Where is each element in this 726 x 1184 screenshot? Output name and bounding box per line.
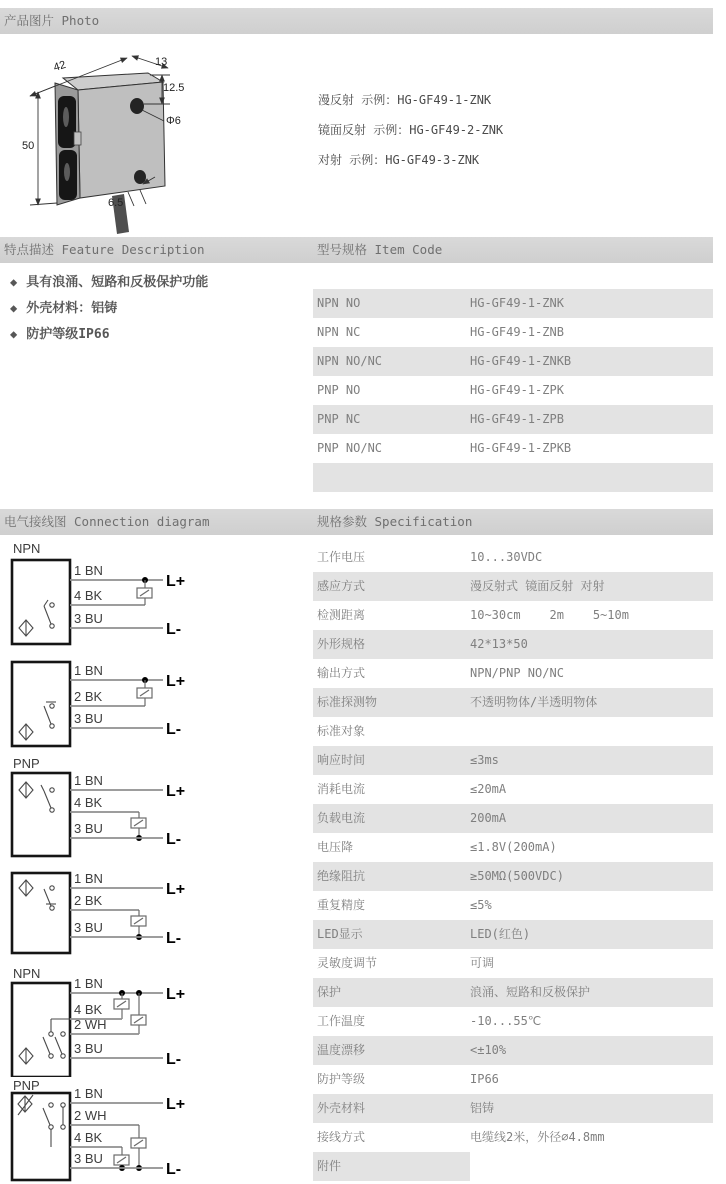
dim-hole-offset: 12.5 — [163, 82, 185, 94]
dim-height: 50 — [22, 140, 35, 152]
wire-label: 2 BK — [74, 689, 103, 704]
wire-label: 4 BK — [74, 1002, 103, 1017]
terminal-lminus: L- — [166, 721, 182, 738]
spec-row: 输出方式 NPN/PNP NO/NC — [317, 666, 564, 680]
diagram-type-label: PNP — [13, 1078, 40, 1093]
mounting-hole-bottom — [134, 170, 146, 184]
feature-section-title: 特点描述 Feature Description — [4, 242, 205, 257]
connection-spec-header — [0, 509, 713, 535]
itemcode-section-title: 型号规格 Item Code — [317, 242, 443, 257]
feature-item: ◆ 防护等级IP66 — [10, 327, 110, 342]
spec-table — [313, 543, 713, 1181]
feature-list — [10, 269, 208, 347]
dim-hole-dia: Φ6 — [166, 115, 181, 127]
wire-label: 1 BN — [74, 773, 103, 788]
connection-diagram-pnp-nonc — [8, 1077, 208, 1184]
wire-label: 4 BK — [74, 1130, 103, 1145]
diamond-bullet-icon: ◆ — [10, 327, 18, 341]
terminal-lplus: L+ — [166, 573, 186, 590]
terminal-lminus: L- — [166, 621, 182, 638]
wire-label: 3 BU — [74, 1151, 103, 1166]
spec-row: LED显示 LED(红色) — [313, 920, 713, 949]
item-code-table — [313, 289, 713, 492]
spec-row: 感应方式 漫反射式 镜面反射 对射 — [313, 572, 713, 601]
wire-label: 3 BU — [74, 611, 103, 626]
spec-row: 外形规格 42*13*50 — [313, 630, 713, 659]
spec-row: 检测距离 10~30cm 2m 5~10m — [317, 608, 629, 622]
mounting-hole-top — [130, 98, 144, 114]
terminal-lplus: L+ — [166, 783, 186, 800]
item-row — [313, 463, 713, 492]
spec-row: 绝缘阻抗 ≥50MΩ(500VDC) — [313, 862, 713, 891]
terminal-lplus: L+ — [166, 673, 186, 690]
diagram-type-label: NPN — [13, 966, 41, 981]
terminal-lminus: L- — [166, 930, 182, 947]
spec-row: 灵敏度调节 可调 — [317, 956, 495, 970]
wire-label: 2 BK — [74, 893, 103, 908]
wire-label: 2 WH — [74, 1017, 107, 1032]
feature-item: ◆ 具有浪涌、短路和反极保护功能 — [10, 275, 209, 290]
spec-row: 接线方式 电缆线2米，外径∅4.8mm — [317, 1130, 605, 1144]
spec-row: 附件 — [313, 1152, 713, 1181]
connection-diagram-npn-nc — [8, 652, 208, 750]
diagram-type-label: PNP — [13, 756, 40, 771]
photo-section-title: 产品图片 Photo — [4, 13, 100, 28]
wire-label: 2 WH — [74, 1108, 107, 1123]
item-row: PNP NO HG-GF49-1-ZPK — [317, 383, 564, 397]
spec-row: 负载电流 200mA — [313, 804, 713, 833]
connection-diagram-npn-nonc — [8, 965, 208, 1077]
terminal-lminus: L- — [166, 1161, 182, 1178]
item-row: PNP NO/NC HG-GF49-1-ZPKB — [317, 441, 572, 455]
spec-row: 标准对象 — [317, 724, 366, 738]
diamond-bullet-icon: ◆ — [10, 301, 18, 315]
item-row: PNP NC HG-GF49-1-ZPB — [313, 405, 713, 434]
spec-row: 工作电压 10...30VDC — [317, 550, 543, 564]
spec-row: 电压降 ≤1.8V(200mA) — [317, 840, 557, 854]
dim-depth: 13 — [155, 56, 168, 68]
example-throughbeam: 对射 示例：HG-GF49-3-ZNK — [318, 153, 480, 167]
wire-label: 4 BK — [74, 588, 103, 603]
terminal-lplus: L+ — [166, 986, 186, 1003]
spec-row: 保护 浪涌、短路和反极保护 — [313, 978, 713, 1007]
feature-itemcode-header — [0, 237, 713, 263]
wire-label: 1 BN — [74, 871, 103, 886]
spec-row: 标准探测物 不透明物体/半透明物体 — [313, 688, 713, 717]
spec-row: 消耗电流 ≤20mA — [317, 782, 507, 796]
item-row: NPN NO HG-GF49-1-ZNK — [313, 289, 713, 318]
connection-section-title: 电气接线图 Connection diagram — [4, 514, 210, 529]
diamond-bullet-icon: ◆ — [10, 275, 18, 289]
item-row: NPN NC HG-GF49-1-ZNB — [317, 325, 564, 339]
dim-width: 42 — [52, 58, 68, 74]
photo-section-header — [0, 8, 713, 34]
example-retroreflective: 镜面反射 示例：HG-GF49-2-ZNK — [318, 123, 504, 137]
spec-row: 温度漂移 <±10% — [313, 1036, 713, 1065]
spec-section-title: 规格参数 Specification — [317, 514, 473, 529]
example-diffuse: 漫反射 示例：HG-GF49-1-ZNK — [318, 93, 492, 107]
wire-label: 1 BN — [74, 563, 103, 578]
terminal-lminus: L- — [166, 831, 182, 848]
feature-item: ◆ 外壳材料：铝铸 — [10, 301, 118, 316]
wire-label: 3 BU — [74, 711, 103, 726]
connection-diagram-pnp-nc — [8, 862, 208, 957]
spec-row: 响应时间 ≤3ms — [313, 746, 713, 775]
terminal-lplus: L+ — [166, 1096, 186, 1113]
wire-label: 4 BK — [74, 795, 103, 810]
terminal-lplus: L+ — [166, 881, 186, 898]
spec-row: 外壳材料 铝铸 — [313, 1094, 713, 1123]
model-examples — [318, 85, 503, 175]
connection-diagram-pnp-no — [8, 755, 208, 861]
spec-row: 重复精度 ≤5% — [317, 898, 492, 912]
wire-label: 3 BU — [74, 920, 103, 935]
diagram-type-label: NPN — [13, 541, 41, 556]
dim-bottom: 6.5 — [108, 197, 124, 209]
product-photo-illustration — [10, 42, 240, 238]
terminal-lminus: L- — [166, 1051, 182, 1068]
wire-label: 3 BU — [74, 821, 103, 836]
wire-label: 1 BN — [74, 1086, 103, 1101]
spec-row: 工作温度 -10...55℃ — [317, 1014, 542, 1028]
wire-label: 1 BN — [74, 976, 103, 991]
connection-diagram-npn-no — [8, 540, 208, 652]
wire-label: 3 BU — [74, 1041, 103, 1056]
spec-row: 防护等级 IP66 — [317, 1072, 499, 1086]
item-row: NPN NO/NC HG-GF49-1-ZNKB — [313, 347, 713, 376]
wire-label: 1 BN — [74, 663, 103, 678]
